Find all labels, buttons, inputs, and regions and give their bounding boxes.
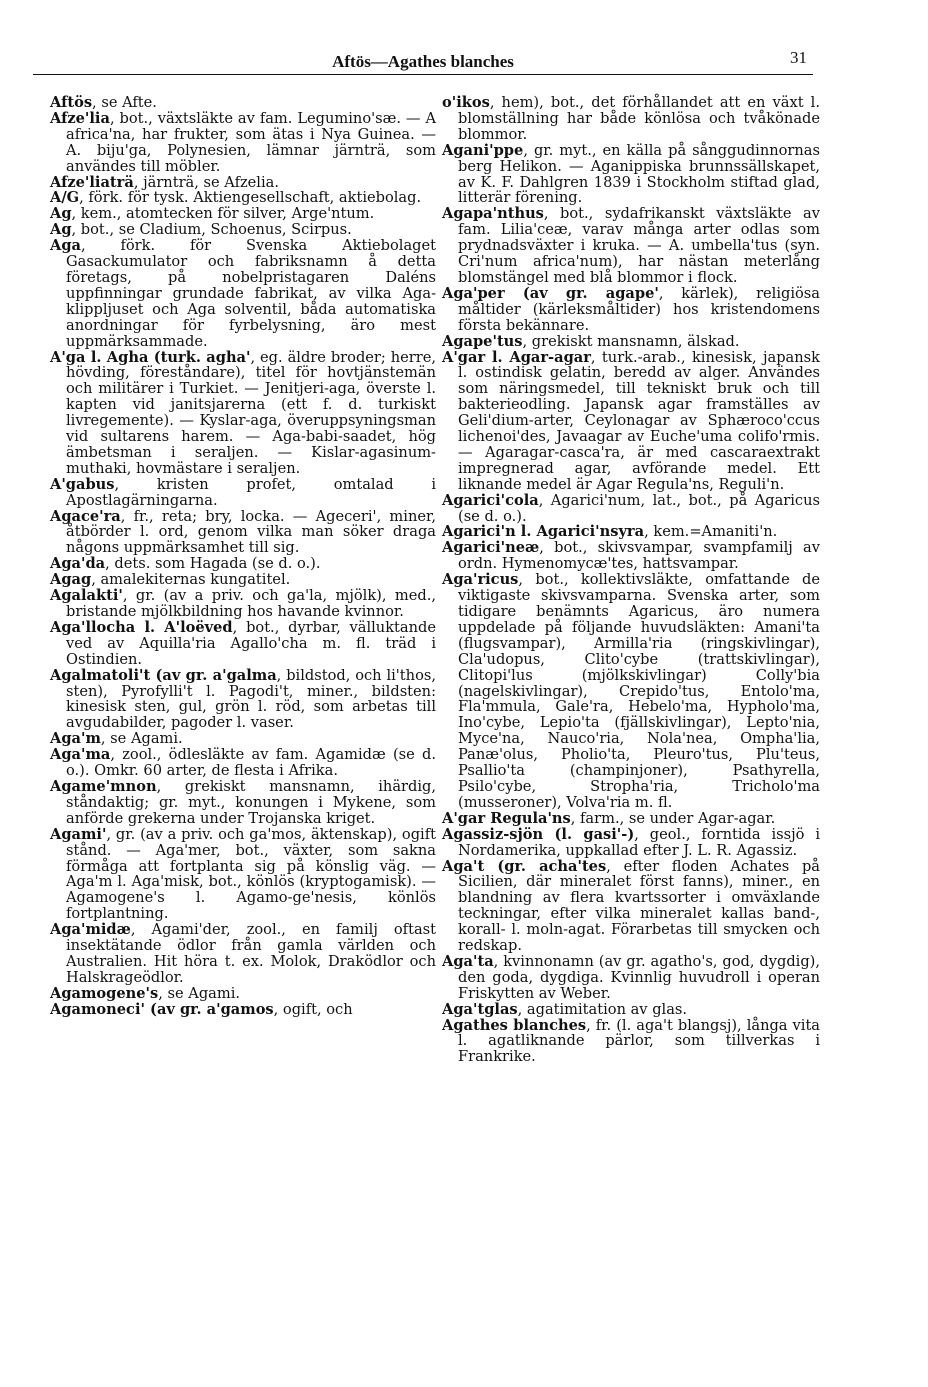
headword: Aga'midæ [50,921,131,939]
dictionary-entry: Aga'da, dets. som Hagada (se d. o.). [50,555,321,573]
dictionary-entry: Aga'per (av gr. agape', kärlek), religiösa måltider (kärleksmåltider) hos kristendomens första bekännare. [442,284,820,334]
dictionary-entry: Aga't (gr. acha'tes, efter floden Achates på Sicilien, där mineralet först fanns), miner., en blandning av flera kvartssorter i omväxlande teckningar, efter vilka mineralet kallas band-, korall- l. moln-agat. Förarbetas till smycken och redskap. [442,857,821,955]
dictionary-entry: Aftös, se Afte. [50,94,157,111]
dictionary-entry: Aga'ricus, bot., kollektivsläkte, omfattande de viktigaste skivsvamparna. Svenska arter, som tidigare benämnts Agaricus, äro numera uppdelade på följande huvudsläkten: Amani'ta (flugsvampar), Armilla'ria (ringskivlingar), Cla'udopus, Clito'cybe (trattskivlingar), Clitopi'lus (mjölkskivlingar) Colly'bia (nagelskivlingar), Crepido'tus, Entolo'ma, Fla'mmula, Gale'ra, Hebelo'ma, Hypholo'ma, Ino'cybe, Lepio'ta (fjällskivlingar), Lepto'nia, Myce'na, Nauco'ria, Nola'nea, Ompha'lia, Panæ'olus, Pholio'ta, Pleuro'tus, Plu'teus, Psallio'ta (champinjoner), Psathyrella, Psilo'cybe, Stropha'ria, Tricholo'ma (musseroner), Volva'ria m. fl. [442,571,820,811]
dictionary-entry: Agame'mnon, grekiskt mansnamn, ihärdig, ståndaktig; gr. myt., konungen i Mykene, som anförde grekerna under Trojanska kriget. [50,777,436,827]
headword: Agathes blanches [442,1016,587,1034]
headword: Agani'ppe [442,141,524,159]
dictionary-entry: Agami', gr. (av a priv. och ga'mos, äktenskap), ogift stånd. — Aga'mer, bot., växter, som sakna förmåga att fortplanta sig på könslig väg. — Aga'm l. Aga'misk, bot., könlös (kryptogamisk). — Agamogene's l. Agamo-ge'nesis, könlös fortplantning. [50,825,436,923]
right-column [442,95,820,1065]
dictionary-entry: Agamoneci' (av gr. a'gamos, ogift, och [50,1000,353,1018]
dictionary-entry: Ag, bot., se Cladium, Schoenus, Scirpus. [50,221,352,239]
dictionary-entry: Agassiz-sjön (l. gasi'-), geol., forntida issjö i Nordamerika, uppkallad efter J. L. R. Agassiz. [442,825,820,859]
headword: Aga'tglas [442,1000,518,1018]
headword: Afze'liaträ [50,173,134,191]
dictionary-entry: Agarici'cola, Agarici'num, lat., bot., på Agaricus (se d. o.). [442,491,820,525]
dictionary-entry: A'gabus, kristen profet, omtalad i Apostlagärningarna. [50,475,436,509]
dictionary-entry: Ag, kem., atomtecken för silver, Arge'ntum. [50,205,375,223]
dictionary-entry: A'gar l. Agar-agar, turk.-arab., kinesisk, japansk l. ostindisk gelatin, beredd av alger. Användes som näringsmedel, till tekniskt bruk och till bakterieodling. Japansk agar framställes av Geli'dium-arter, Ceylonagar av Sphæroco'ccus lichenoi'des, Javaagar av Euche'uma colifo'rmis. — Agaragar-casca'ra, är med cascaraextrakt impregnerad agar, avförande medel. Ett liknande medel är Agar Regula'ns, Reguli'n. [442,348,820,493]
dictionary-entry: A/G, förk. för tysk. Aktiengesellschaft, aktiebolag. [50,189,422,207]
headword: Agace'ra [50,507,121,525]
headword: Agamogene's [50,984,159,1002]
headword: Ag [50,221,72,239]
headword: A'gar l. Agar-agar [442,348,591,366]
headword: Afze'lia [50,109,110,127]
headword: Aga [50,237,81,255]
headword: Agami' [50,825,107,843]
dictionary-entry: Agamogene's, se Agami. [50,984,241,1002]
headword: Aga'ma [50,746,111,764]
dictionary-entry: A'gar Regula'ns, farm., se under Agar-agar. [442,809,776,827]
headword: A/G [50,189,80,207]
headword: Agape'tus [442,332,523,350]
headword: A'gar Regula'ns [442,809,571,827]
page-title: Aftös—Agathes blanches [332,52,514,71]
dictionary-entry: Agarici'neæ, bot., skivsvampar, svampfamilj av ordn. Hymenomycæ'tes, hattsvampar. [442,539,820,573]
left-column [50,95,436,1018]
page-header [33,48,813,80]
headword: Agame'mnon [50,777,157,795]
dictionary-entry: Agace'ra, fr., reta; bry, locka. — Ageceri', miner, åtbörder l. ord, genom vilka man söker draga någons uppmärksamhet till sig. [50,507,436,557]
headword: Agarici'neæ [442,539,540,557]
dictionary-entry: Agag, amalekiternas kungatitel. [50,571,291,589]
headword: Aga't (gr. acha'tes [442,857,607,875]
headword: Agapa'nthus [442,205,544,223]
headword: Agalmatoli't (av gr. a'galma [50,666,277,684]
headword: Aga'da [50,555,106,573]
dictionary-entry: Aga'ma, zool., ödlesläkte av fam. Agamidæ (se d. o.). Omkr. 60 arter, de flesta i Afrika. [50,746,436,780]
dictionary-entry: Aga'llocha l. A'loëved, bot., dyrbar, välluktande ved av Aquilla'ria Agallo'cha m. fl. träd i Ostindien. [50,618,436,668]
dictionary-entry: A'ga l. Agha (turk. agha', eg. äldre broder; herre, hövding, föreståndare), titel för hovtjänstemän och militärer i Turkiet. — Jenitjeri-aga, överste l. kapten vid janitsjarerna (ett f. d. turkiskt livregemente). — Kyslar-aga, överuppsyningsman vid sultarens harem. — Aga-babi-saadet, hög ämbetsman i seraljen. — Kislar-agasinum-muthaki, hovmästare i seraljen. [50,348,437,477]
headword: A'ga l. Agha (turk. agha' [50,348,251,366]
headword: Aga'per (av gr. agape' [442,284,659,302]
headword: Agarici'cola [442,491,539,509]
dictionary-entry: Agapa'nthus, bot., sydafrikanskt växtsläkte av fam. Lilia'ceæ, varav många arter odlas som prydnadsväxter i kruka. — A. umbella'tus (syn. Cri'num africa'num), har nästan meterlång blomstängel med blå blommor i flock. [442,205,820,286]
headword: Aga'ta [442,952,494,970]
dictionary-entry: Afze'lia, bot., växtsläkte av fam. Legumino'sæ. — A africa'na, har frukter, som ätas i Nya Guinea. — A. biju'ga, Polynesien, lämnar järnträ, som användes till möbler. [50,109,436,175]
dictionary-entry: Agarici'n l. Agarici'nsyra, kem.=Amaniti'n. [442,523,778,541]
headword: Aga'ricus [442,571,519,589]
dictionary-entry: Agani'ppe, gr. myt., en källa på sånggudinnornas berg Helikon. — Aganippiska brunnssällskapet, av K. F. Dahlgren 1839 i Stockholm stiftad glad, litterär förening. [442,141,820,207]
dictionary-entry: Aga'midæ, Agami'der, zool., en familj oftast insektätande ödlor från gamla världen och Australien. Hit höra t. ex. Molok, Draködlor och Halskrageödlor. [50,921,436,986]
headword: Agassiz-sjön (l. gasi'-) [442,825,635,843]
headword: Agag [50,571,92,589]
dictionary-entry: Agathes blanches, fr. (l. aga't blangsj), långa vita l. agatliknande pärlor, som tillverkas i Frankrike. [442,1016,821,1066]
headword: o'ikos [442,94,490,111]
dictionary-entry: Agape'tus, grekiskt mansnamn, älskad. [442,332,740,350]
headword: Ag [50,205,72,223]
dictionary-entry: o'ikos, hem), bot., det förhållandet att en växt l. blomställning har både könlösa och tvåkönade blommor. [442,94,820,143]
dictionary-entry: Aga'm, se Agami. [50,730,183,748]
dictionary-entry: Agalakti', gr. (av a priv. och ga'la, mjölk), med., bristande mjölkbildning hos havande kvinnor. [50,587,436,620]
page-number: 31 [790,48,807,67]
dictionary-entry: Aga'ta, kvinnonamn (av gr. agatho's, god, dygdig), den goda, dygdiga. Kvinnlig huvudroll i operan Friskytten av Weber. [442,952,820,1002]
dictionary-entry: Afze'liaträ, järnträ, se Afzelia. [50,173,279,191]
headword: Aga'm [50,730,101,748]
header-rule [33,74,813,75]
headword: Agamoneci' (av gr. a'gamos [50,1000,274,1018]
headword: A'gabus [50,475,115,493]
headword: Aftös [50,94,93,111]
headword: Aga'llocha l. A'loëved [50,618,233,636]
dictionary-entry: Agalmatoli't (av gr. a'galma, bildstod, och li'thos, sten), Pyrofylli't l. Pagodi't, miner., bildsten: kinesisk sten, gul, grön l. röd, som arbetas till avgudabilder, pagoder l. vaser. [50,666,436,732]
dictionary-entry: Aga, förk. för Svenska Aktiebolaget Gasackumulator och fabriksnamn å detta företags, på nobelpristagaren Daléns uppfinningar grundade fabrikat, av vilka Aga-klippljuset och Aga solventil, båda automatiska anordningar för fyrbelysning, äro mest uppmärksammade. [50,237,436,350]
dictionary-entry: Aga'tglas, agatimitation av glas. [442,1000,688,1018]
headword: Agarici'n l. Agarici'nsyra [442,523,645,541]
headword: Agalakti' [50,587,123,605]
